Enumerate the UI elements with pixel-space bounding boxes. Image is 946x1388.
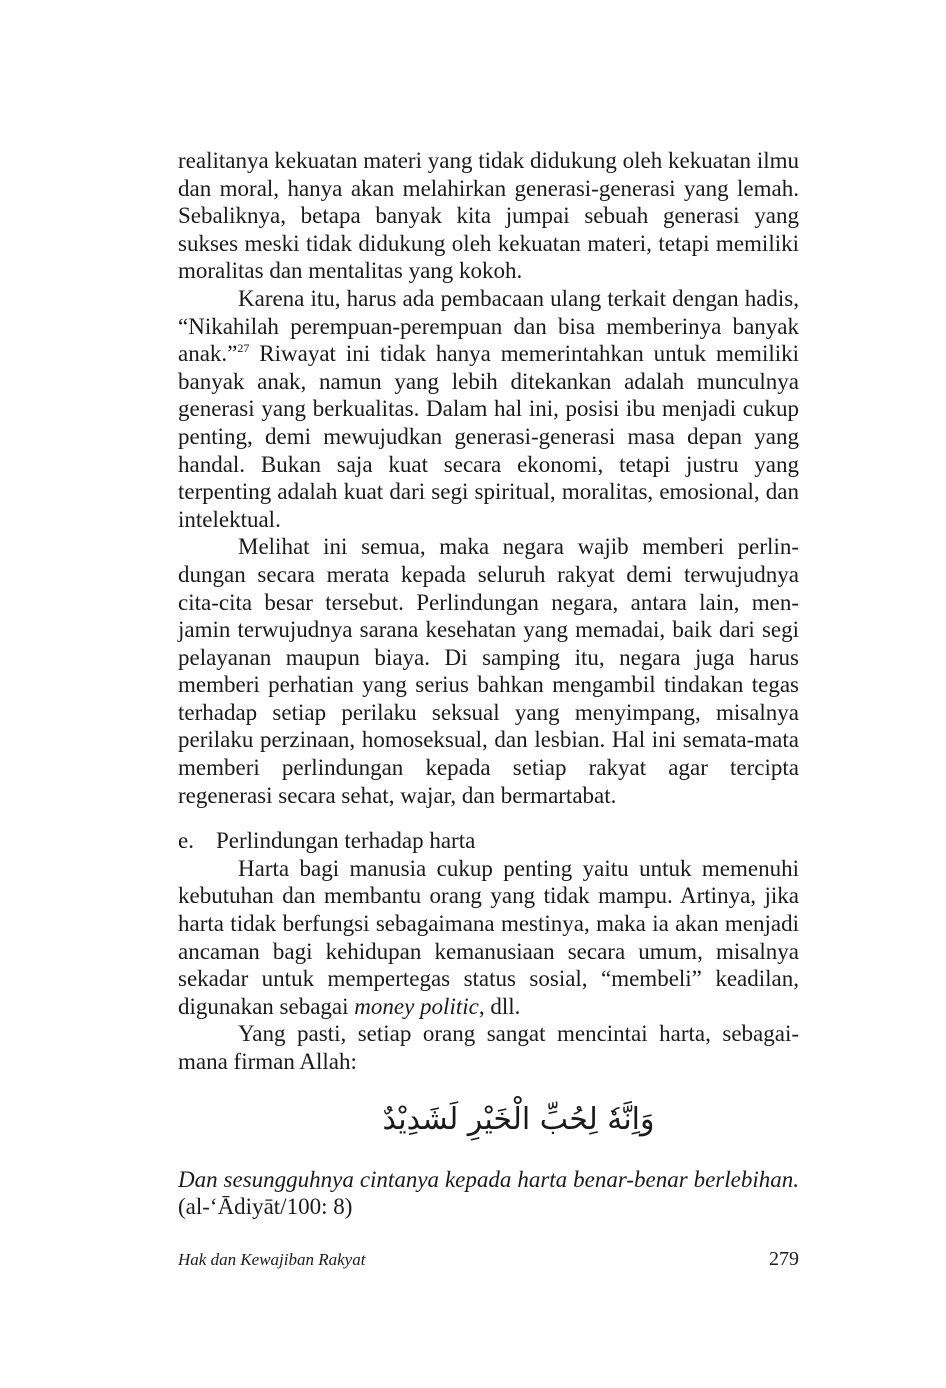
paragraph-2-text-b: Riwayat ini tidak hanya memerintahkan untuk memiliki banyak anak, namun yang lebih ditekankan adalah munculnya generasi yang berkualitas. Dalam hal ini, posisi ibu menjadi cukup penting, demi mewujudkan generasi-generasi masa depan yang handal. Bukan saja kuat secara ekonomi, tetapi justru yang terpenting adalah kuat dari segi spiritual, moralitas, emosional, dan intelektual. — [178, 341, 799, 532]
paragraph-4-text-b: , dll. — [478, 993, 521, 1019]
paragraph-3: Melihat ini semua, maka negara wajib memberi perlin-dungan secara merata kepada seluruh rakyat demi terwujudnya cita-cita besar tersebut. Perlindungan negara, antara lain, men-jamin terwujudnya sarana kesehatan yang memadai, baik dari segi pelayanan maupun biaya. Di samping itu, negara juga harus memberi perhatian yang serius bahkan mengambil tindakan tegas terhadap setiap perilaku seksual yang menyimpang, misalnya perilaku perzinaan, homoseksual, dan lesbian. Hal ini semata-mata memberi perlindungan kepada setiap rakyat agar tercipta regenerasi secara sehat, wajar, dan bermartabat. — [178, 534, 799, 808]
quran-verse-arabic: وَاِنَّهٗ لِحُبِّ الْخَيْرِ لَشَدِيْدٌ — [382, 1101, 655, 1137]
verse-translation — [178, 1166, 799, 1194]
paragraph-2-text-a: Karena itu, harus ada pembacaan ulang terkait dengan hadis, “Nikahilah perempuan-perempuan dan bisa memberinya banyak anak.” — [178, 285, 799, 367]
paragraph-4 — [178, 855, 799, 1021]
verse-translation-text: Dan sesungguhnya cintanya kepada harta benar-benar berlebihan. — [178, 1166, 799, 1192]
paragraph-2 — [178, 285, 799, 533]
money-politic-term: money politic — [354, 993, 479, 1019]
body-text — [178, 147, 799, 1221]
verse-reference: (al-‘Ādiyāt/100: 8) — [178, 1194, 353, 1220]
page-number: 279 — [769, 1248, 799, 1270]
paragraph-5: Yang pasti, setiap orang sangat mencintai harta, sebagai-mana firman Allah: — [178, 1021, 799, 1074]
footnote-ref-27[interactable]: 27 — [237, 341, 250, 356]
section-title: Perlindungan terhadap harta — [216, 828, 476, 854]
paragraph-4-text-a: Harta bagi manusia cukup penting yaitu untuk memenuhi kebutuhan dan membantu orang yang tidak mampu. Artinya, jika harta tidak berfungsi sebagaimana mestinya, maka ia akan menjadi ancaman bagi kehidupan kemanusiaan secara umum, misalnya sekadar untuk mempertegas status sosial, “membeli” keadilan, digunakan sebagai — [178, 855, 799, 1019]
section-marker: e. — [178, 828, 194, 854]
running-title: Hak dan Kewajiban Rakyat — [178, 1250, 366, 1269]
section-heading — [178, 827, 799, 855]
page-footer — [178, 1248, 799, 1271]
paragraph-1: realitanya kekuatan materi yang tidak didukung oleh kekuatan ilmu dan moral, hanya akan melahirkan generasi-generasi yang lemah. Sebaliknya, betapa banyak kita jumpai sebuah generasi yang sukses meski tidak didukung oleh kekuatan materi, tetapi memiliki moralitas dan mentalitas yang kokoh. — [178, 148, 799, 284]
